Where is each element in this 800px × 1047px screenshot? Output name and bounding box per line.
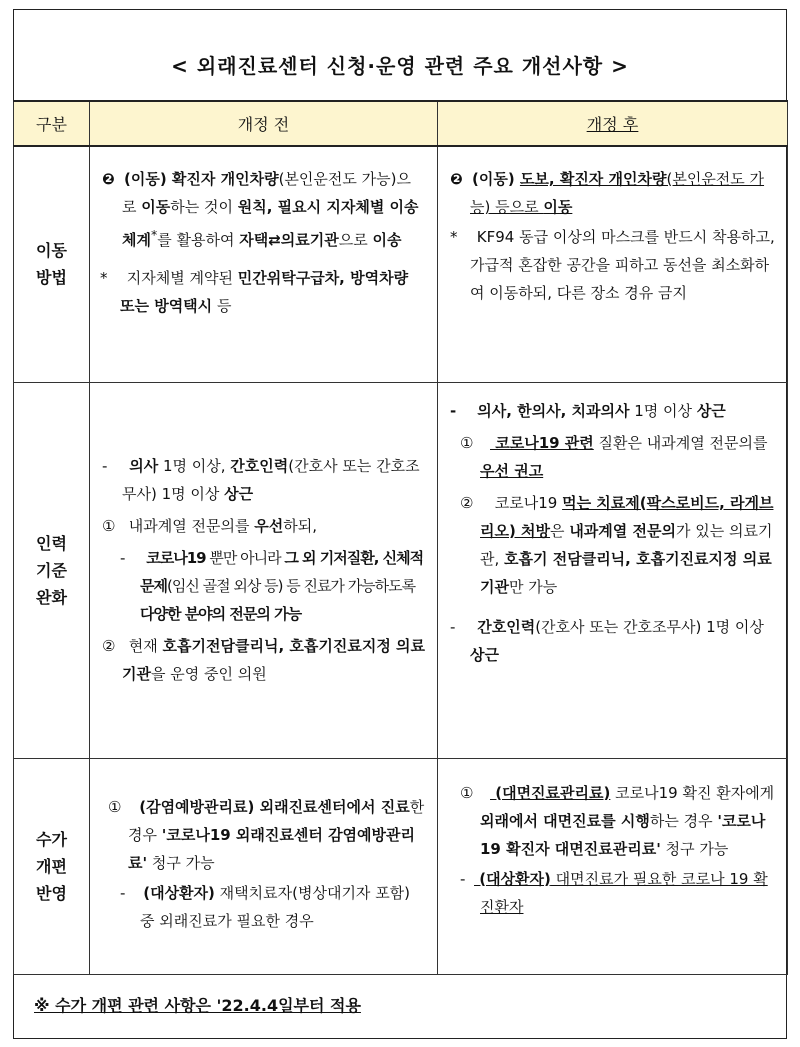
transport-before-cell xyxy=(90,146,438,382)
category-fee: 수가 개편 반영 xyxy=(14,758,90,974)
comparison-table xyxy=(13,100,788,975)
table-row-transport xyxy=(14,146,788,382)
staffing-before-item-4: ② 현재 호흡기전담클리닉, 호흡기진료지정 의료기관을 운영 중인 의원 xyxy=(102,637,426,683)
header-before: 개정 전 xyxy=(90,101,438,146)
header-category: 구분 xyxy=(14,101,90,146)
page-title: < 외래진료센터 신청·운영 관련 주요 개선사항 > xyxy=(171,54,629,78)
transport-before-note: * 지자체별 계약된 민간위탁구급차, 방역차량 또는 방역택시 등 xyxy=(100,269,409,315)
staffing-after-cell xyxy=(438,382,788,758)
transport-before-main: ❷ (이동) 확진자 개인차량(본인운전도 가능)으로 이동하는 것이 원칙, 필요시 지자체별 이송체계*를 활용하여 자택⇄의료기관으로 이송 xyxy=(102,170,419,249)
fee-after-item-1: ① (대면진료관리료) 코로나19 확진 환자에게 외래에서 대면진료를 시행하는 경우 '코로나19 확진자 대면진료관리료' 청구 가능 xyxy=(460,783,775,858)
table-row-staffing xyxy=(14,382,788,758)
fee-before-item-1: ① (감염예방관리료) 외래진료센터에서 진료한 경우 '코로나19 외래진료센터 감염예방관리료' 청구 가능 xyxy=(108,797,425,872)
header-after: 개정 후 xyxy=(438,101,788,146)
fee-after-item-2: - (대상환자) 대면진료가 필요한 코로나 19 확진환자 xyxy=(460,869,768,916)
table-header-row xyxy=(14,101,788,146)
staffing-after-item-4: - 간호인력(간호사 또는 간호조무사) 1명 이상 상근 xyxy=(450,617,764,664)
staffing-before-item-2: ① 내과계열 전문의를 우선하되, xyxy=(102,517,317,535)
staffing-after-item-3: ② 코로나19 먹는 치료제(팍스로비드, 라게브리오) 처방은 내과계열 전문의가 있는 의료기관, 호흡기 전담클리닉, 호흡기진료지정 의료기관만 가능 xyxy=(460,493,774,596)
staffing-after-item-1: - 의사, 한의사, 치과의사 1명 이상 상근 xyxy=(450,401,726,420)
transport-after-main: ❷ (이동) 도보, 확진자 개인차량(본인운전도 가능) 등으로 이동 xyxy=(450,170,765,216)
table-row-fee xyxy=(14,758,788,974)
staffing-before-cell xyxy=(90,382,438,758)
staffing-before-item-3: - 코로나19 뿐만 아니라 그 외 기저질환, 신체적 문제(임신 골절 외상 등) 등 진료가 가능하도록 다양한 분야의 전문의 가능 xyxy=(120,549,424,623)
fee-after-cell xyxy=(438,758,788,974)
staffing-before-item-1: - 의사 1명 이상, 간호인력(간호사 또는 간호조무사) 1명 이상 상근 xyxy=(102,457,420,503)
category-transport: 이동 방법 xyxy=(14,146,90,382)
transport-after-note: * KF94 동급 이상의 마스크를 반드시 착용하고, 가급적 혼잡한 공간을 피하고 동선을 최소화하여 이동하되, 다른 장소 경유 금지 xyxy=(450,228,775,302)
category-staffing: 인력 기준 완화 xyxy=(14,382,90,758)
transport-after-cell xyxy=(438,146,788,382)
staffing-after-item-2: ① 코로나19 관련 질환은 내과계열 전문의를 우선 권고 xyxy=(460,433,768,480)
fee-before-item-2: - (대상환자) 재택치료자(병상대기자 포함) 중 외래진료가 필요한 경우 xyxy=(120,883,411,930)
fee-before-cell xyxy=(90,758,438,974)
footnote: ※ 수가 개편 관련 사항은 '22.4.4일부터 적용 xyxy=(34,996,361,1015)
